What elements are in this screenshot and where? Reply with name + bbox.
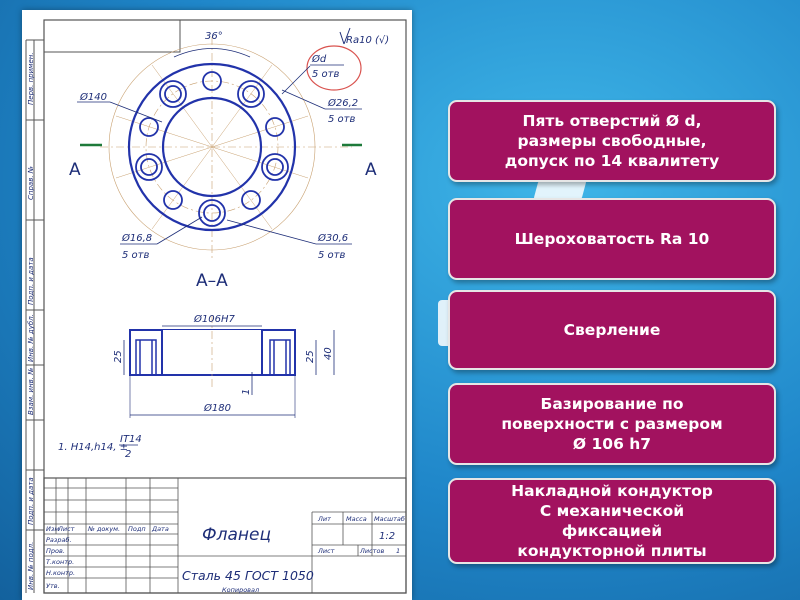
tb-sheet: Лист [318, 547, 335, 555]
info-card-drilling [448, 290, 776, 370]
tb-razrab: Разраб. [46, 536, 72, 544]
info-card-roughness [448, 198, 776, 280]
dim-16-label: Ø16,8 [122, 233, 153, 244]
tb-date: Дата [152, 525, 169, 533]
material: Сталь 45 ГОСТ 1050 [182, 568, 314, 583]
side-label: Инв. № подл. [27, 541, 35, 590]
tb-izm: Изм [46, 525, 60, 533]
count-label: 5 отв [318, 250, 346, 261]
title-block [44, 478, 406, 594]
info-card-fixture [448, 478, 776, 564]
dim-106-label: Ø106H7 [194, 314, 235, 325]
count-label: 5 отв [122, 250, 150, 261]
dim-1-label: 1 [241, 388, 252, 395]
tolerance-note-denominator: 2 [125, 449, 132, 460]
dim-30-label: Ø30,6 [318, 233, 349, 244]
tb-sheets: Листов [360, 547, 385, 555]
tb-sheets-value: 1 [396, 547, 401, 555]
flange-section-view [113, 313, 334, 418]
section-marker-right: A [365, 160, 377, 180]
info-card-text: Пять отверстий Ø d, размеры свободные, допуск по 14 квалитету [504, 112, 720, 170]
count-label: 5 отв [312, 69, 340, 80]
angle-label: 36° [205, 31, 223, 42]
roughness-label: Ra10 (√) [346, 35, 390, 46]
side-label: Справ. № [27, 165, 35, 200]
info-card-text: Шероховатость Ra 10 [514, 230, 710, 248]
section-title: A–A [196, 271, 228, 291]
part-name: Фланец [202, 525, 272, 545]
dim-180-label: Ø180 [204, 403, 231, 414]
dim-140-label: Ø140 [80, 92, 107, 103]
side-label: Инв. № дубл. [27, 314, 35, 362]
dim-40-label: 40 [323, 347, 334, 360]
info-card-text: Накладной кондуктор С механической фиксацией кондукторной плиты [511, 482, 713, 560]
side-label: Подп. и дата [27, 477, 35, 525]
dim-25-label: 25 [305, 350, 316, 363]
dim-26-label: Ø26,2 [328, 98, 359, 109]
side-label: Подп. и дата [27, 257, 35, 305]
decorative-shape [533, 180, 586, 200]
tb-tkontr: Т.контр. [46, 558, 75, 566]
tb-sign: Подп [128, 525, 146, 533]
drawing-sheet [22, 10, 412, 600]
info-card-text: Сверление [563, 321, 661, 339]
info-card-basing [448, 383, 776, 465]
dim-25-label: 25 [113, 350, 124, 363]
technical-drawing [22, 10, 412, 600]
tb-utv: Утв. [46, 582, 60, 590]
side-label: Взам. инв. № [27, 367, 35, 415]
scale-value: 1:2 [379, 531, 396, 542]
tb-lit: Лит [318, 515, 331, 523]
dim-d-label: Ød [312, 54, 327, 65]
count-label: 5 отв [328, 114, 356, 125]
tb-list: Лист [58, 525, 75, 533]
tolerance-note: 1. H14,h14, ± [58, 442, 128, 453]
tb-prov: Пров. [46, 547, 65, 555]
top-stamp-box [44, 20, 180, 52]
tb-doc: № докум. [88, 525, 121, 533]
tolerance-note-numerator: IT14 [120, 434, 142, 445]
info-card-holes [448, 100, 776, 182]
tb-mass: Масса [346, 515, 367, 523]
tb-kopir: Копировал [222, 586, 260, 594]
tb-nkontr: Н.контр. [46, 569, 76, 577]
highlight-circle [307, 46, 361, 90]
tb-scale: Масштаб [374, 515, 405, 523]
flange-front-view [69, 31, 377, 261]
section-marker-left: A [69, 160, 81, 180]
info-card-text: Базирование по поверхности с размером Ø 106 h7 [501, 395, 723, 453]
side-label: Перв. примен. [27, 52, 35, 105]
